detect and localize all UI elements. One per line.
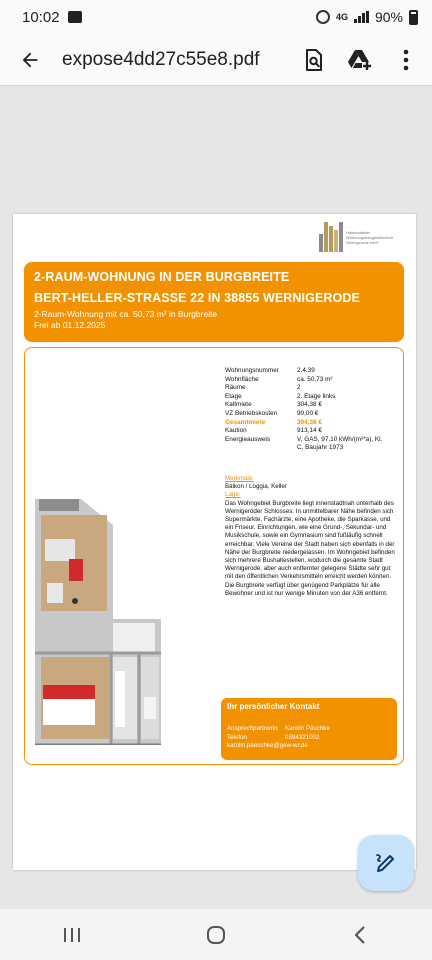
logo-text-line: Halberstädter	[346, 230, 371, 235]
contact-value: Karolin Päschke	[285, 725, 330, 732]
detail-value: 394,38 €	[297, 418, 322, 426]
arrow-back-icon[interactable]	[10, 40, 50, 80]
banner-title-2: BERT-HELLER-STRASSE 22 IN 38855 WERNIGERODE	[34, 291, 360, 305]
contact-title: Ihr persönlicher Kontakt	[227, 702, 320, 711]
battery-percent: 90%	[374, 9, 403, 25]
logo-mark-icon	[319, 222, 343, 252]
back-nav-button[interactable]	[335, 915, 385, 955]
description	[225, 475, 397, 598]
banner-title-1: 2-RAUM-WOHNUNG IN DER BURGBREITE	[34, 270, 290, 284]
detail-label: Kaution	[225, 427, 247, 435]
settings-status-icon	[316, 10, 330, 24]
contact-value: 0394321002	[285, 733, 320, 741]
floor-plan	[33, 497, 209, 745]
detail-value: V, GAS, 97,10 kWh/(m²*a), Kl. C, Baujahr 1973	[297, 435, 383, 452]
detail-value: 913,14 €	[297, 427, 322, 435]
gallery-notification-icon	[68, 11, 82, 23]
logo-text-line: Wernigerode mbH	[346, 240, 379, 245]
merkmale-heading: Merkmale:	[225, 475, 254, 482]
edit-fab[interactable]	[358, 835, 414, 891]
detail-row	[225, 401, 383, 410]
detail-row	[225, 367, 383, 376]
detail-value: 2.4.39	[297, 367, 315, 374]
detail-label: Energieausweis	[225, 435, 271, 443]
contact-row	[227, 725, 391, 734]
contact-box	[221, 698, 397, 760]
detail-row	[225, 436, 383, 453]
pdf-viewer[interactable]	[0, 87, 432, 909]
detail-value: 90,00 €	[297, 409, 319, 417]
home-button[interactable]	[191, 915, 241, 955]
detail-row	[225, 376, 383, 385]
banner-subtitle-2: Frei ab 01.12.2025	[34, 320, 106, 330]
contact-key: Telefon	[227, 733, 247, 741]
detail-row	[225, 410, 383, 419]
logo-text	[346, 230, 393, 245]
detail-value: 2. Etage links	[297, 392, 336, 400]
search-document-icon[interactable]	[296, 42, 332, 78]
more-vert-icon[interactable]	[388, 42, 424, 78]
status-icons	[316, 9, 418, 25]
drive-add-icon[interactable]	[342, 42, 378, 78]
lage-heading: Lage:	[225, 491, 241, 499]
contact-email: karolin.paeschke@gew-wr.de	[227, 742, 308, 749]
detail-row-total	[225, 419, 383, 428]
detail-label: Räume	[225, 384, 246, 392]
recents-button[interactable]	[47, 915, 97, 955]
signal-icon	[354, 11, 369, 23]
contact-key: Ansprechpartnerin	[227, 725, 278, 732]
detail-label: Wohnfläche	[225, 375, 259, 383]
company-logo	[319, 222, 409, 256]
detail-value: ca. 50,73 m²	[297, 375, 333, 383]
system-nav-bar	[0, 909, 432, 960]
detail-value: 304,38 €	[297, 401, 322, 409]
status-bar	[0, 0, 432, 34]
contact-row	[227, 734, 391, 743]
detail-label: Kaltmiete	[225, 401, 252, 409]
edit-pen-icon	[374, 851, 398, 875]
network-type: 4G	[335, 11, 348, 22]
pdf-page	[13, 214, 416, 870]
detail-label: Gesamtmiete	[225, 418, 266, 426]
banner-subtitle-1: 2-Raum-Wohnung mit ca. 50,73 m² in Burgbreite	[34, 309, 218, 319]
lage-text: Das Wohngebiet Burgbreite liegt innenstadtnah unterhalb des Wernigeröder Schlosses. In unmittelbarer Nähe befinden sich Supermärkte, Fachärzte, eine Apotheke, die Sparkasse, und ein Friseur. Einrichtungen, wie eine Grund-, Sekundar- und Musikschule, sowie ein Gymnasium sind fußläufig schnell erreichbar. Viele Vereine der Stadt haben sich ebenfalls in der Nähe der Burgbreite niedergelassen. Im Wohngebiet befinden sich mehrere Bushaltestellen, wodurch die gesamte Stadt Wernigerode, aber auch entfernter gelegene Städte sehr gut mit den öffentlichen Verkehrsmitteln erreicht werden können. Die Burgbreite verfügt über genügend Parkplätze für alle Bewohner und ist nur wenige Minuten von der A36 entfernt.	[225, 499, 395, 597]
status-time: 10:02	[22, 8, 60, 26]
logo-text-line: Wohnungsbaugesellschaft	[346, 235, 393, 240]
detail-label: VZ Betriebskosten	[225, 409, 278, 417]
detail-label: Wohnungsnummer	[225, 367, 279, 374]
detail-value: 2	[297, 384, 301, 392]
details-table	[225, 367, 383, 453]
detail-row	[225, 427, 383, 436]
detail-row	[225, 384, 383, 393]
merkmale-text: Balkon / Loggia, Keller	[225, 483, 287, 491]
battery-icon	[409, 10, 418, 25]
detail-label: Etage	[225, 392, 242, 400]
detail-row	[225, 393, 383, 402]
title-banner	[24, 262, 404, 342]
app-bar	[0, 34, 432, 86]
contact-row	[227, 742, 391, 751]
file-name: expose4dd27c55e8.pdf	[62, 48, 260, 70]
